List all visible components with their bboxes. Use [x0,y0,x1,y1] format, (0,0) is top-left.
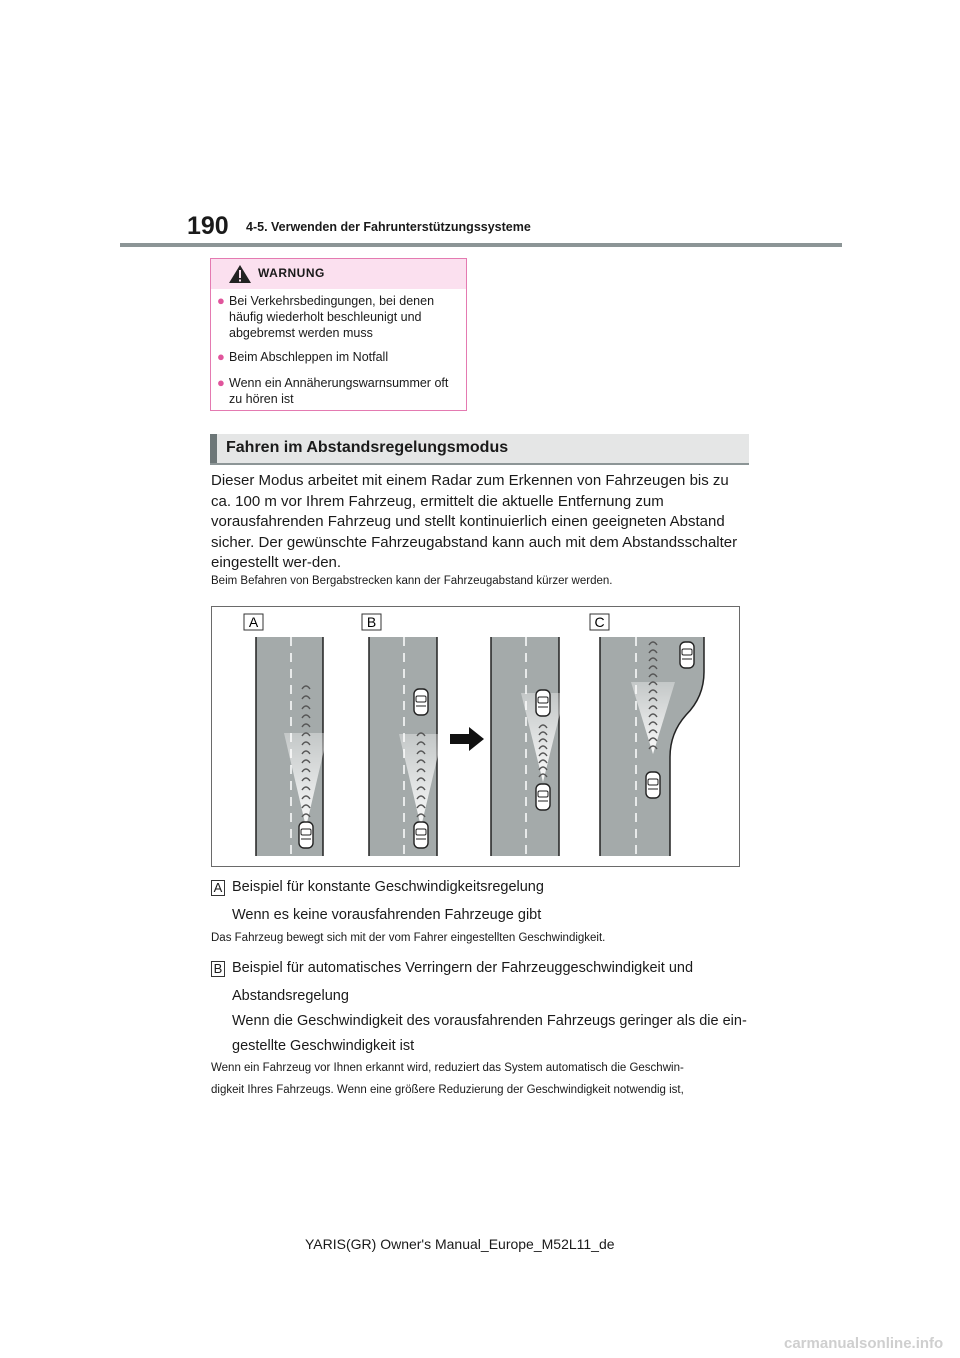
acc-illustration [212,607,739,866]
warning-bullet: ● Wenn ein Annäherungswarnsummer oft zu hören ist [217,375,449,406]
label-c: C [594,614,605,630]
road-b-result [491,637,565,856]
intro-paragraph: Dieser Modus arbeitet mit einem Radar zum Erkennen von Fahrzeugen bis zu ca. 100 m vor Ihrem Fahrzeug, ermittelt die aktuelle Entfernung zum vorausfahrenden Fahrzeug und stellt kontinuierlich einen geeigneten Abstand sicher. Der gewünschte Fahrzeugabstand kann auch mit dem Abstandsschalter eingestellt wer-den. [211,472,738,571]
warning-bullet: ● Bei Verkehrsbedingungen, bei denen häufig wiederholt beschleunigt und abgebremst werden muss [217,293,435,340]
diagram-labels [244,614,609,630]
warning-title-bar [211,259,466,289]
label-a: A [248,614,259,630]
item-b-note-line2: digkeit Ihres Fahrzeugs. Wenn eine größere Reduzierung der Geschwindigkeit notwendig ist, [211,1084,684,1096]
item-a-condition: Wenn es keine vorausfahrenden Fahrzeuge gibt [232,907,542,923]
heading-accent [210,434,217,463]
lead-car-icon [536,690,550,716]
downhill-note: Beim Befahren von Bergabstrecken kann der Fahrzeugabstand kürzer werden. [211,575,613,587]
item-a-key: A [211,880,225,896]
bullet-icon: ● [217,293,225,308]
own-car-icon [299,822,313,848]
acc-diagram [211,606,740,867]
section-heading [210,434,749,465]
bullet-icon: ● [217,375,225,390]
page-footer: YARIS(GR) Owner's Manual_Europe_M52L11_de [305,1236,615,1252]
own-car-icon [646,772,660,798]
item-a-title: Beispiel für konstante Geschwindigkeitsregelung [232,879,544,895]
road-a [256,637,328,856]
departing-car-icon [680,642,694,668]
road-c [600,637,704,856]
own-car-icon [536,784,550,810]
section-header: 4-5. Verwenden der Fahrunterstützungssysteme [246,220,531,234]
page-number: 190 [187,212,229,240]
item-b-condition-line2: gestellte Geschwindigkeit ist [232,1038,415,1054]
item-b-note-line1: Wenn ein Fahrzeug vor Ihnen erkannt wird, reduziert das System automatisch die Geschwin- [211,1062,684,1074]
road-b [369,637,443,856]
item-b-condition-line1: Wenn die Geschwindigkeit des vorausfahrenden Fahrzeugs geringer als die ein- [232,1013,747,1029]
header-rule [120,243,842,247]
warning-title: WARNUNG [258,266,325,280]
item-a-note: Das Fahrzeug bewegt sich mit der vom Fahrer eingestellten Geschwindigkeit. [211,932,606,944]
watermark: carmanualsonline.info [784,1335,944,1352]
warning-icon [228,264,252,284]
transition-arrow-icon [450,727,484,751]
item-b-title-line1: Beispiel für automatisches Verringern der Fahrzeuggeschwindigkeit und [232,960,694,976]
section-heading-text: Fahren im Abstandsregelungsmodus [226,439,509,456]
lead-car-icon [414,689,428,715]
own-car-icon [414,822,428,848]
warning-bullet: ● Beim Abschleppen im Notfall [217,349,389,364]
bullet-icon: ● [217,349,225,364]
warning-box [210,258,467,411]
item-b-title-line2: Abstandsregelung [232,988,349,1004]
item-b-key: B [211,961,225,977]
label-b: B [366,614,377,630]
